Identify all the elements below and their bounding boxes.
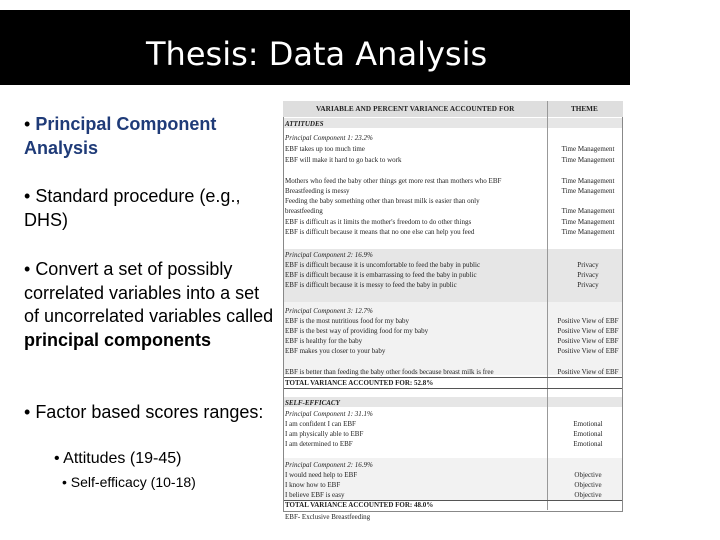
row-theme: Positive View of EBF xyxy=(557,337,619,345)
row-variable: I would need help to EBF xyxy=(285,471,358,479)
table-row xyxy=(285,306,623,316)
row-theme: Time Management xyxy=(561,156,615,164)
row-variable: EBF is the most nutritious food for my baby xyxy=(285,317,410,325)
row-variable: EBF is the best way of providing food for my baby xyxy=(285,327,429,335)
table-row xyxy=(285,480,623,490)
table-row xyxy=(285,367,623,377)
bullet-convert-bold: principal components xyxy=(24,329,212,350)
sub-bullet-self-efficacy-text: Self-efficacy (10-18) xyxy=(70,474,196,490)
bullet-pca-text: Principal Component Analysis xyxy=(24,114,217,158)
table-row xyxy=(285,439,623,449)
bullet-factor-scores: • Factor based scores ranges: xyxy=(24,402,264,422)
table-row xyxy=(285,144,623,154)
total-row-attitudes xyxy=(285,378,623,388)
row-theme: Privacy xyxy=(577,261,599,269)
row-theme: Positive View of EBF xyxy=(557,327,619,335)
row-variable: EBF is difficult because it means that no one else can help you feed xyxy=(285,228,475,236)
table-row xyxy=(285,419,623,429)
row-theme: Time Management xyxy=(561,187,615,195)
section-attitudes-label: ATTITUDES xyxy=(285,120,324,128)
table-row xyxy=(285,270,623,280)
row-variable: I believe EBF is easy xyxy=(285,491,345,499)
row-theme: Positive View of EBF xyxy=(557,368,619,376)
row-variable: EBF is better than feeding the baby other foods because breast milk is free xyxy=(285,368,494,376)
table-row xyxy=(285,196,623,206)
row-theme: Objective xyxy=(574,491,602,499)
table-row xyxy=(285,176,623,186)
title-bar xyxy=(0,10,630,85)
bullet-pca: • Principal Component Analysis xyxy=(24,114,217,158)
row-variable: Principal Component 2: 16.9% xyxy=(285,461,373,469)
row-theme: Positive View of EBF xyxy=(557,347,619,355)
row-theme: Objective xyxy=(574,471,602,479)
table-row xyxy=(285,186,623,196)
section-self-efficacy xyxy=(285,398,623,408)
pca-table xyxy=(283,101,625,523)
row-theme: Emotional xyxy=(573,420,603,428)
total-self-efficacy: TOTAL VARIANCE ACCOUNTED FOR: 48.0% xyxy=(285,501,434,509)
row-variable: EBF takes up too much time xyxy=(285,145,365,153)
bullet-convert: • Convert a set of possibly correlated variables into a set of uncorrelated variables called principal components xyxy=(24,259,274,350)
row-variable: breastfeeding xyxy=(285,207,323,215)
row-theme: Privacy xyxy=(577,271,599,279)
table-row xyxy=(285,155,623,165)
row-variable: I know how to EBF xyxy=(285,481,341,489)
section-attitudes xyxy=(285,119,623,129)
row-theme: Privacy xyxy=(577,281,599,289)
bullet-factor-scores-text: Factor based scores ranges: xyxy=(35,402,264,422)
total-attitudes: TOTAL VARIANCE ACCOUNTED FOR: 52.8% xyxy=(285,379,434,387)
sub-bullet-self-efficacy: • Self-efficacy (10-18) xyxy=(62,474,196,490)
slide-title: Thesis: Data Analysis xyxy=(146,35,488,73)
row-theme: Time Management xyxy=(561,228,615,236)
row-theme: Positive View of EBF xyxy=(557,317,619,325)
row-variable: EBF is difficult as it limits the mother's freedom to do other things xyxy=(285,218,472,226)
row-theme: Time Management xyxy=(561,207,615,215)
table-row xyxy=(285,250,623,260)
table-row xyxy=(285,326,623,336)
row-theme: Time Management xyxy=(561,145,615,153)
row-variable: Principal Component 3: 12.7% xyxy=(285,307,373,315)
row-variable: I am confident I can EBF xyxy=(285,420,356,428)
table-row xyxy=(285,490,623,500)
row-variable: I am determined to EBF xyxy=(285,440,353,448)
header-theme: THEME xyxy=(571,105,598,113)
table-row xyxy=(285,133,623,143)
table-row xyxy=(285,206,623,216)
row-variable: EBF makes you closer to your baby xyxy=(285,347,386,355)
sub-bullet-attitudes-text: Attitudes (19-45) xyxy=(63,450,182,467)
table-row xyxy=(285,336,623,346)
bullet-standard-procedure: • Standard procedure (e.g., DHS) xyxy=(24,186,241,230)
table-row xyxy=(285,429,623,439)
row-theme: Emotional xyxy=(573,440,603,448)
table-row xyxy=(285,470,623,480)
row-variable: Feeding the baby something other than breast milk is easier than only xyxy=(285,197,480,205)
row-variable: EBF is healthy for the baby xyxy=(285,337,363,345)
table-row xyxy=(285,217,623,227)
row-variable: Principal Component 1: 23.2% xyxy=(285,134,373,142)
row-theme: Emotional xyxy=(573,430,603,438)
table-row xyxy=(285,316,623,326)
table-footnote: EBF- Exclusive Breastfeeding xyxy=(285,513,371,521)
bullet-standard-procedure-text: Standard procedure (e.g., DHS) xyxy=(24,186,241,230)
sub-bullet-attitudes: • Attitudes (19-45) xyxy=(54,450,182,467)
table-row xyxy=(285,280,623,290)
row-variable: Principal Component 1: 31.1% xyxy=(285,410,373,418)
total-row-self-efficacy xyxy=(285,500,623,510)
row-variable: Mothers who feed the baby other things get more rest than mothers who EBF xyxy=(285,177,502,185)
table-row xyxy=(285,227,623,237)
table-header xyxy=(283,101,623,117)
row-theme: Time Management xyxy=(561,177,615,185)
row-variable: Principal Component 2: 16.9% xyxy=(285,251,373,259)
row-variable: Breastfeeding is messy xyxy=(285,187,350,195)
row-variable: EBF is difficult because it is embarrassing to feed the baby in public xyxy=(285,271,477,279)
row-theme: Time Management xyxy=(561,218,615,226)
section-self-efficacy-label: SELF-EFFICACY xyxy=(285,399,340,407)
table-row xyxy=(285,346,623,356)
row-variable: EBF will make it hard to go back to work xyxy=(285,156,402,164)
row-variable: I am physically able to EBF xyxy=(285,430,364,438)
table-row xyxy=(285,460,623,470)
bullet-convert-text: Convert a set of possibly correlated variables into a set of uncorrelated variables called xyxy=(24,259,274,326)
header-variable: VARIABLE AND PERCENT VARIANCE ACCOUNTED FOR xyxy=(316,105,515,113)
row-theme: Objective xyxy=(574,481,602,489)
table-row xyxy=(285,409,623,419)
row-variable: EBF is difficult because it is uncomfortable to feed the baby in public xyxy=(285,261,481,269)
row-variable: EBF is difficult because it is messy to feed the baby in public xyxy=(285,281,457,289)
rule-line xyxy=(284,388,622,389)
table-row xyxy=(285,260,623,270)
